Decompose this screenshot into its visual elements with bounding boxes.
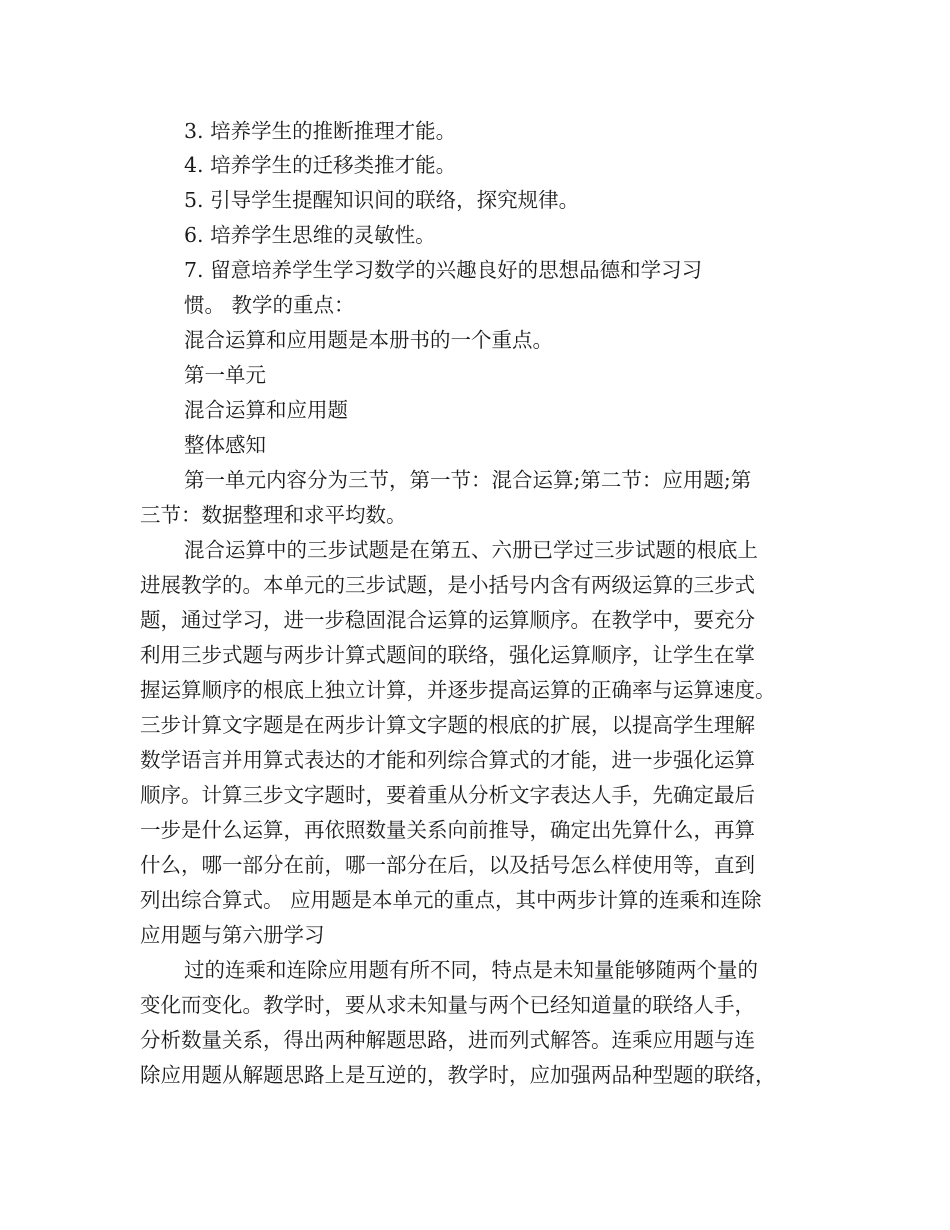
unit-title: 第一单元 <box>184 363 266 387</box>
paragraph-line: 过的连乘和连除应用题有所不同，特点是未知量能够随两个量的 <box>184 958 758 982</box>
paragraph-line: 除应用题从解题思路上是互逆的，教学时，应加强两品种型题的联络， <box>140 1063 776 1087</box>
paragraph-line: 列出综合算式。 应用题是本单元的重点，其中两步计算的连乘和连除 <box>140 888 762 912</box>
paragraph-line: 应用题与第六册学习 <box>140 923 325 947</box>
objective-5: 5. 引导学生提醒知识间的联络，探究规律。 <box>184 188 580 212</box>
paragraph-line: 一步是什么运算，再依照数量关系向前推导，确定出先算什么，再算 <box>140 818 755 842</box>
paragraph-line: 进展教学的。本单元的三步试题，是小括号内含有两级运算的三步式 <box>140 573 755 597</box>
objective-7-continuation: 惯。 教学的重点： <box>184 293 355 317</box>
paragraph-line: 利用三步式题与两步计算式题间的联络，强化运算顺序，让学生在掌 <box>140 643 755 667</box>
objective-3: 3. 培养学生的推断推理才能。 <box>184 119 457 143</box>
paragraph-line: 分析数量关系，得出两种解题思路，进而列式解答。连乘应用题与连 <box>140 1028 755 1052</box>
objective-4: 4. 培养学生的迁移类推才能。 <box>184 153 457 177</box>
paragraph-line: 握运算顺序的根底上独立计算，并逐步提高运算的正确率与运算速度。 <box>140 678 776 702</box>
paragraph-line: 三节：数据整理和求平均数。 <box>140 503 407 527</box>
paragraph-line: 数学语言并用算式表达的才能和列综合算式的才能，进一步强化运算 <box>140 748 755 772</box>
objective-6: 6. 培养学生思维的灵敏性。 <box>184 223 436 247</box>
paragraph-line: 变化而变化。教学时，要从求未知量与两个已经知道量的联络人手， <box>140 993 755 1017</box>
paragraph-line: 顺序。计算三步文字题时，要着重从分析文字表达人手，先确定最后 <box>140 783 755 807</box>
paragraph-line: 什么，哪一部分在前，哪一部分在后，以及括号怎么样使用等，直到 <box>140 853 755 877</box>
paragraph-line: 三步计算文字题是在两步计算文字题的根底的扩展，以提高学生理解 <box>140 713 755 737</box>
paragraph-line: 第一单元内容分为三节，第一节：混合运算;第二节：应用题;第 <box>184 468 752 492</box>
objective-7: 7. 留意培养学生学习数学的兴趣良好的思想品德和学习习 <box>184 258 703 282</box>
section-heading: 整体感知 <box>184 433 266 457</box>
unit-subtitle: 混合运算和应用题 <box>184 398 348 422</box>
focus-statement: 混合运算和应用题是本册书的一个重点。 <box>184 328 553 352</box>
paragraph-line: 混合运算中的三步试题是在第五、六册已学过三步试题的根底上 <box>184 538 758 562</box>
paragraph-line: 题，通过学习，进一步稳固混合运算的运算顺序。在教学中，要充分 <box>140 608 755 632</box>
